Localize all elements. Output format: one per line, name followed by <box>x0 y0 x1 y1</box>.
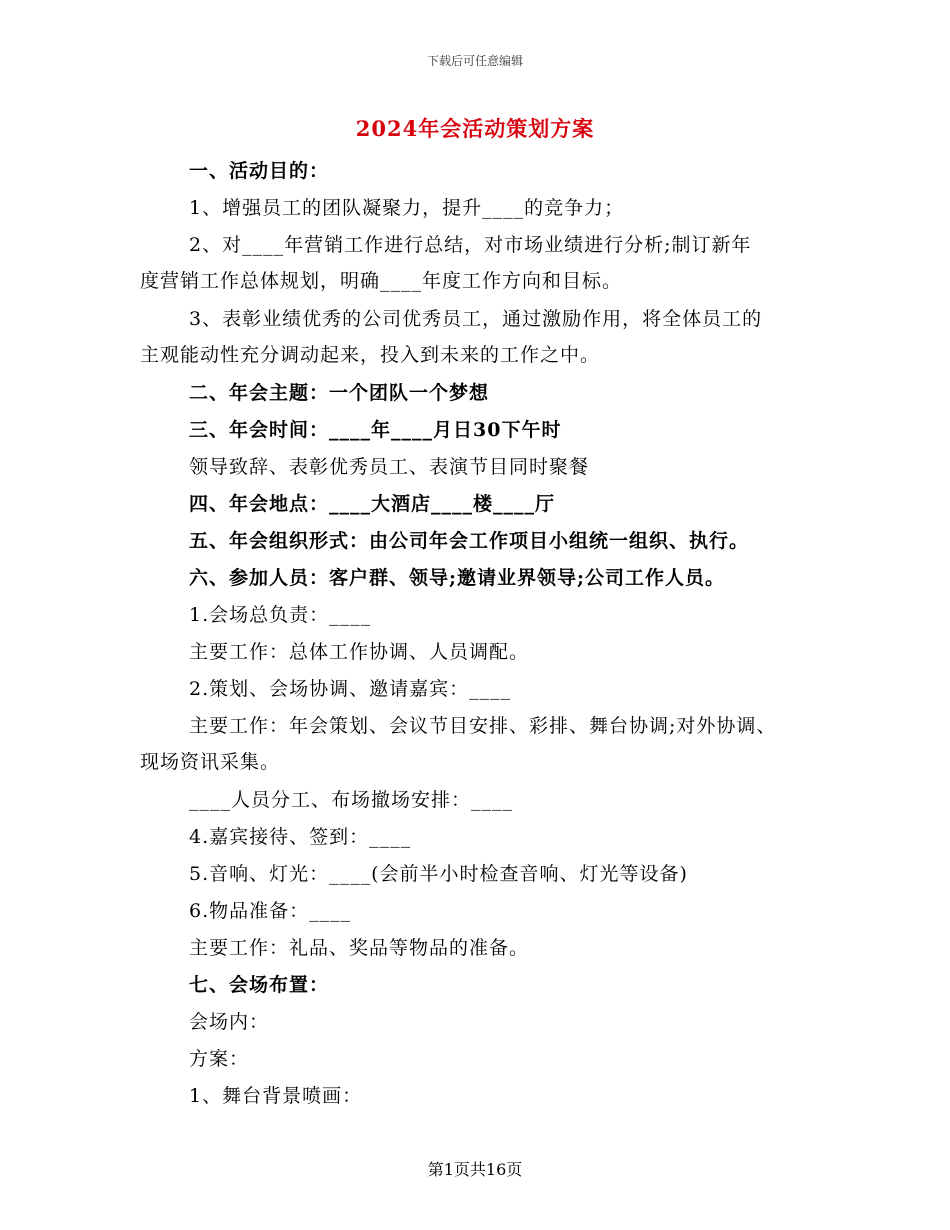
list-item: ____人员分工、布场撤场安排：____ <box>189 789 514 811</box>
paragraph-line: 度营销工作总体规划，明确____年度工作方向和目标。 <box>140 270 623 292</box>
list-item: 1、舞台背景喷画： <box>189 1085 363 1107</box>
list-item: 1.会场总负责：____ <box>189 604 372 626</box>
paragraph-line: 2、对____年营销工作进行总结，对市场业绩进行分析;制订新年 <box>189 234 752 256</box>
paragraph-line: 主观能动性充分调动起来，投入到未来的工作之中。 <box>140 344 601 366</box>
page-footer: 第1页共16页 <box>427 1160 523 1179</box>
paragraph-line: 主要工作：总体工作协调、人员调配。 <box>189 641 530 663</box>
paragraph-line: 会场内： <box>189 1011 270 1033</box>
list-item: 6.物品准备：____ <box>189 900 352 922</box>
section-heading-purpose: 一、活动目的： <box>189 160 330 182</box>
paragraph-line: 领导致辞、表彰优秀员工、表演节目同时聚餐 <box>189 456 590 478</box>
section-heading-theme: 二、年会主题：一个团队一个梦想 <box>189 382 490 404</box>
list-item: 2.策划、会场协调、邀请嘉宾：____ <box>189 678 512 700</box>
paragraph-line: 主要工作：年会策划、会议节目安排、彩排、舞台协调;对外协调、 <box>189 715 777 737</box>
header-note: 下载后可任意编辑 <box>426 54 523 68</box>
document-title: 2024年会活动策划方案 <box>355 116 595 141</box>
section-heading-organization: 五、年会组织形式：由公司年会工作项目小组统一组织、执行。 <box>189 530 750 552</box>
paragraph-line: 主要工作：礼品、奖品等物品的准备。 <box>189 937 530 959</box>
paragraph-line: 1、增强员工的团队凝聚力，提升____的竞争力； <box>189 197 625 219</box>
paragraph-line: 现场资讯采集。 <box>140 751 281 773</box>
section-heading-layout: 七、会场布置： <box>189 974 330 996</box>
section-heading-time: 三、年会时间：____年____月日30下午时 <box>189 419 562 441</box>
list-item: 5.音响、灯光：____(会前半小时检查音响、灯光等设备) <box>189 863 688 885</box>
list-item: 4.嘉宾接待、签到：____ <box>189 826 412 848</box>
paragraph-line: 方案： <box>189 1048 250 1070</box>
section-heading-participants: 六、参加人员：客户群、领导;邀请业界领导;公司工作人员。 <box>189 567 726 589</box>
section-heading-venue: 四、年会地点：____大酒店____楼____厅 <box>189 493 556 515</box>
paragraph-line: 3、表彰业绩优秀的公司优秀员工，通过激励作用，将全体员工的 <box>189 308 763 330</box>
